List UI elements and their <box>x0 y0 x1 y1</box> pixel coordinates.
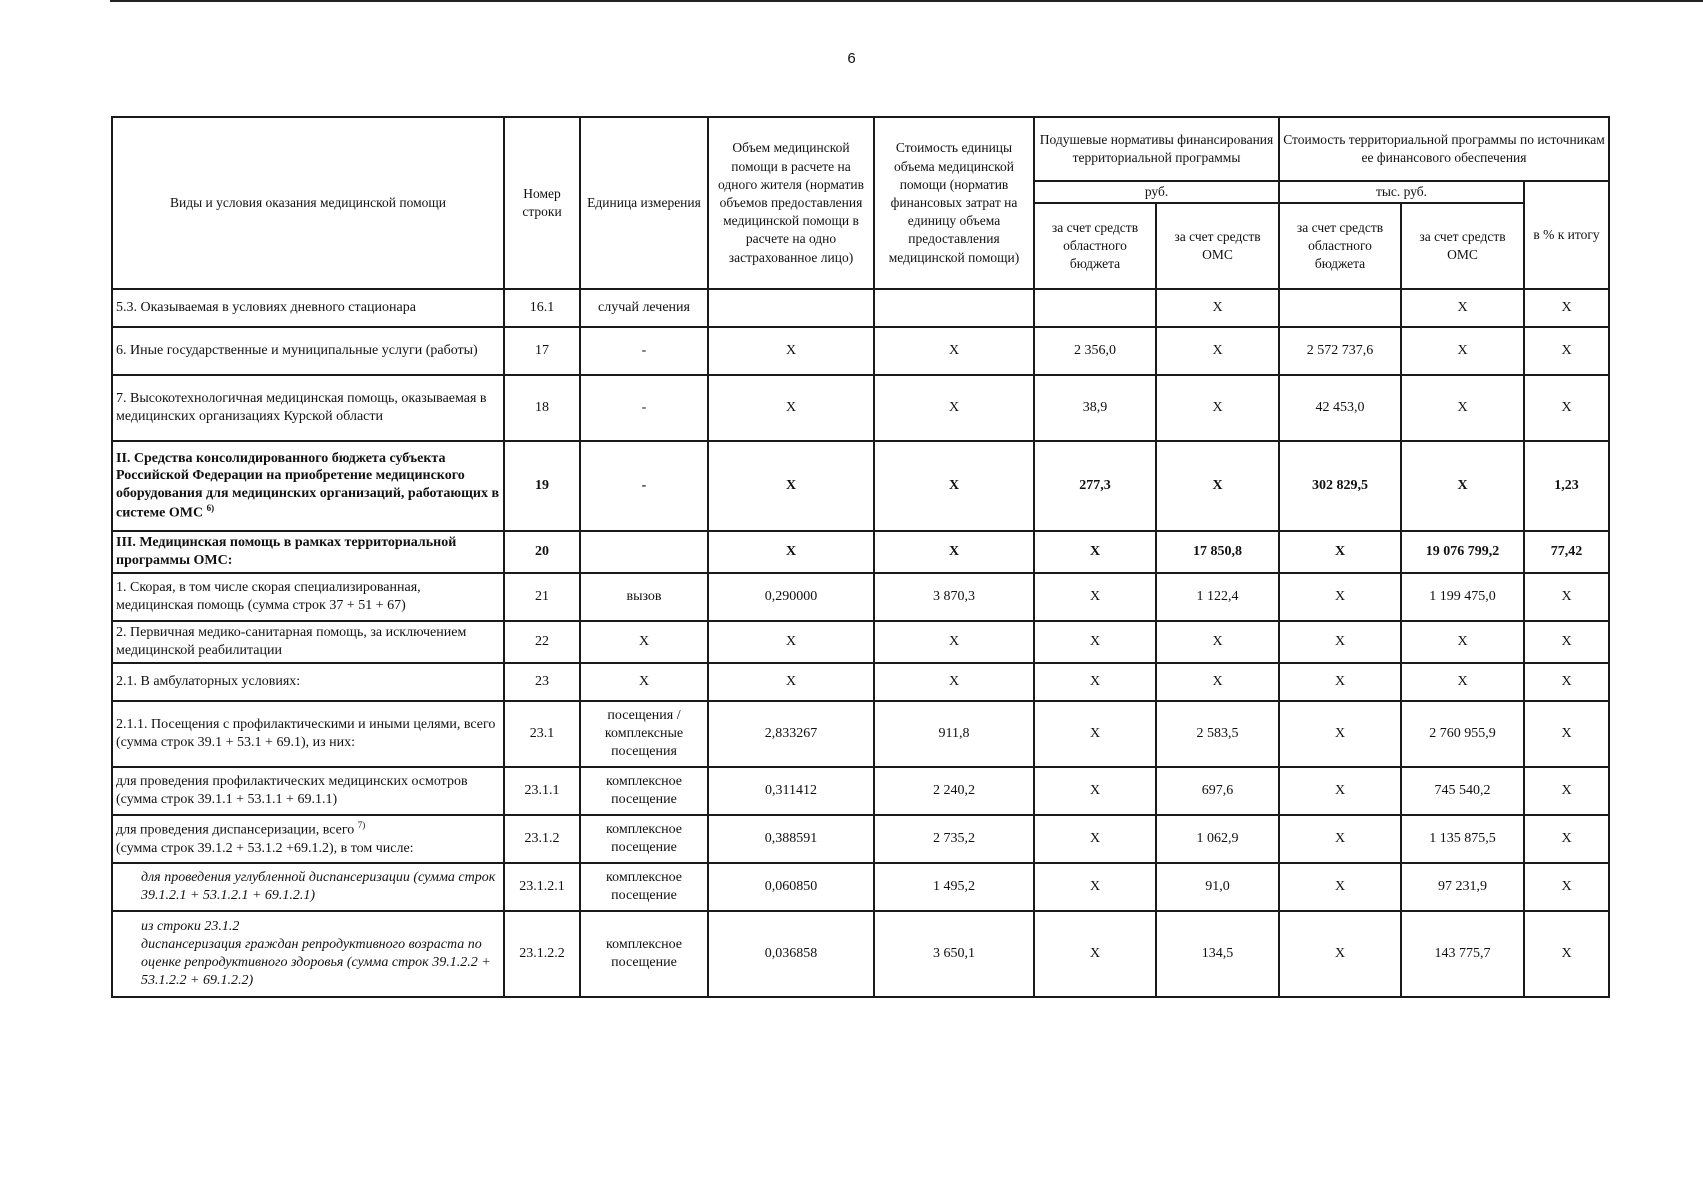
cell-unit <box>580 531 708 573</box>
cell-unit: комплексное посещение <box>580 863 708 911</box>
header-row-1 <box>112 117 1609 181</box>
cell-tc-budget: X <box>1279 767 1401 815</box>
header-per-capita: Подушевые нормативы финансирования территориальной программы <box>1034 117 1279 181</box>
cell-unit: вызов <box>580 573 708 621</box>
table-row <box>112 863 1609 911</box>
header-unit: Единица измерения <box>580 117 708 289</box>
cell-tc-budget: X <box>1279 911 1401 997</box>
cell-pc-budget: X <box>1034 701 1156 767</box>
cell-pc-budget: X <box>1034 621 1156 663</box>
cell-cost: 1 495,2 <box>874 863 1034 911</box>
cell-pc-oms: 1 062,9 <box>1156 815 1279 863</box>
row-name-text: 5.3. Оказываемая в условиях дневного стационара <box>116 300 416 316</box>
cell-volume: X <box>708 327 874 375</box>
cell-cost <box>874 289 1034 327</box>
cell-unit: - <box>580 441 708 531</box>
cell-tc-oms: 19 076 799,2 <box>1401 531 1524 573</box>
cell-cost: 3 870,3 <box>874 573 1034 621</box>
row-name-text: для проведения профилактических медицинских осмотров (сумма строк 39.1.1 + 53.1.1 + 69.1.1) <box>116 774 468 808</box>
header-pc-oms: за счет средств ОМС <box>1156 203 1279 289</box>
cell-name <box>112 289 504 327</box>
cell-pc-budget: X <box>1034 531 1156 573</box>
cell-pc-budget: X <box>1034 911 1156 997</box>
footnote-marker: 6) <box>206 503 215 514</box>
row-name-text: 1. Скорая, в том числе скорая специализированная, медицинская помощь (сумма строк 37 + 51 + 67) <box>116 580 421 614</box>
header-unit-thousand-rub: тыс. руб. <box>1279 181 1524 203</box>
cell-volume: 2,833267 <box>708 701 874 767</box>
cell-name <box>112 441 504 531</box>
cell-pc-oms: 1 122,4 <box>1156 573 1279 621</box>
cell-tc-oms: X <box>1401 441 1524 531</box>
cell-pc-oms: X <box>1156 289 1279 327</box>
cell-tc-budget: 42 453,0 <box>1279 375 1401 441</box>
cell-num: 19 <box>504 441 580 531</box>
cell-percent: X <box>1524 621 1609 663</box>
cell-unit: случай лечения <box>580 289 708 327</box>
cell-unit: комплексное посещение <box>580 767 708 815</box>
cell-percent: X <box>1524 767 1609 815</box>
row-name-text: для проведения углубленной диспансеризации (сумма строк 39.1.2.1 + 53.1.2.1 + 69.1.2.1) <box>141 870 496 904</box>
header-tc-oms: за счет средств ОМС <box>1401 203 1524 289</box>
cell-name <box>112 375 504 441</box>
cell-num: 21 <box>504 573 580 621</box>
cell-pc-oms: X <box>1156 441 1279 531</box>
cell-volume: X <box>708 621 874 663</box>
cell-cost: X <box>874 621 1034 663</box>
header-pc-budget: за счет средств областного бюджета <box>1034 203 1156 289</box>
cell-name <box>112 701 504 767</box>
cell-percent: X <box>1524 375 1609 441</box>
cell-pc-budget: 38,9 <box>1034 375 1156 441</box>
row-name-text: 2.1.1. Посещения с профилактическими и иными целями, всего (сумма строк 39.1 + 53.1 + 69.1), из них: <box>116 717 496 751</box>
row-name-text: III. Медицинская помощь в рамках территориальной программы ОМС: <box>116 535 457 569</box>
cell-tc-oms: 1 135 875,5 <box>1401 815 1524 863</box>
header-unit-cost: Стоимость единицы объема медицинской помощи (норматив финансовых затрат на единицу объема предоставления медицинской помощи) <box>874 117 1034 289</box>
cell-tc-budget <box>1279 289 1401 327</box>
cell-tc-oms: 97 231,9 <box>1401 863 1524 911</box>
table-row <box>112 911 1609 997</box>
cell-volume: 0,060850 <box>708 863 874 911</box>
cell-unit: комплексное посещение <box>580 815 708 863</box>
top-border-line <box>110 0 1703 2</box>
cell-percent: X <box>1524 573 1609 621</box>
table-row <box>112 767 1609 815</box>
cell-num: 16.1 <box>504 289 580 327</box>
row-name-continuation: диспансеризация граждан репродуктивного возраста по оценке репродуктивного здоровья (сумма строк 39.1.2.2 + 53.1.2.2 + 69.1.2.2) <box>141 937 491 989</box>
row-name-text: II. Средства консолидированного бюджета субъекта Российской Федерации на приобретение медицинского оборудования для медицинских организаций, работающих в системе ОМС <box>116 450 500 521</box>
cell-name <box>112 911 504 997</box>
cell-tc-oms: X <box>1401 663 1524 701</box>
table-row <box>112 327 1609 375</box>
cell-num: 23.1 <box>504 701 580 767</box>
cell-tc-budget: X <box>1279 701 1401 767</box>
cell-pc-oms: X <box>1156 663 1279 701</box>
cell-percent: X <box>1524 863 1609 911</box>
page-number: 6 <box>847 50 856 67</box>
cell-name <box>112 327 504 375</box>
table-row <box>112 531 1609 573</box>
cell-percent: X <box>1524 663 1609 701</box>
header-row-number: Номер строки <box>504 117 580 289</box>
cell-cost: 2 735,2 <box>874 815 1034 863</box>
cell-cost: 3 650,1 <box>874 911 1034 997</box>
cell-num: 22 <box>504 621 580 663</box>
cell-volume: 0,036858 <box>708 911 874 997</box>
cell-tc-oms: X <box>1401 375 1524 441</box>
cell-pc-budget: X <box>1034 663 1156 701</box>
cell-pc-oms: X <box>1156 621 1279 663</box>
row-name-text: 2.1. В амбулаторных условиях: <box>116 674 301 690</box>
cell-tc-oms: 1 199 475,0 <box>1401 573 1524 621</box>
cell-unit: - <box>580 375 708 441</box>
cell-volume <box>708 289 874 327</box>
cell-tc-budget: X <box>1279 531 1401 573</box>
cell-name <box>112 815 504 863</box>
cell-pc-oms: X <box>1156 375 1279 441</box>
header-name: Виды и условия оказания медицинской помощи <box>112 117 504 289</box>
cell-tc-oms: 143 775,7 <box>1401 911 1524 997</box>
cell-cost: X <box>874 327 1034 375</box>
cell-pc-oms: 91,0 <box>1156 863 1279 911</box>
cell-pc-oms: 134,5 <box>1156 911 1279 997</box>
cell-cost: 911,8 <box>874 701 1034 767</box>
row-name-text: 6. Иные государственные и муниципальные услуги (работы) <box>116 343 478 359</box>
table-row <box>112 621 1609 663</box>
cell-tc-budget: X <box>1279 621 1401 663</box>
row-name-text: 7. Высокотехнологичная медицинская помощь, оказываемая в медицинских организациях Курской области <box>116 391 487 425</box>
table-row <box>112 441 1609 531</box>
cell-name <box>112 573 504 621</box>
cell-unit: - <box>580 327 708 375</box>
cell-num: 23.1.2.2 <box>504 911 580 997</box>
table-row <box>112 289 1609 327</box>
cell-tc-budget: X <box>1279 815 1401 863</box>
financing-table <box>111 116 1610 998</box>
cell-volume: X <box>708 531 874 573</box>
cell-tc-budget: X <box>1279 663 1401 701</box>
cell-num: 17 <box>504 327 580 375</box>
row-name-text: из строки 23.1.2 <box>141 919 240 935</box>
table-body <box>112 289 1609 997</box>
cell-tc-budget: X <box>1279 863 1401 911</box>
table-row <box>112 375 1609 441</box>
header-program-cost: Стоимость территориальной программы по источникам ее финансового обеспечения <box>1279 117 1609 181</box>
cell-name <box>112 767 504 815</box>
cell-percent: X <box>1524 327 1609 375</box>
cell-pc-budget <box>1034 289 1156 327</box>
cell-volume: X <box>708 375 874 441</box>
cell-cost: X <box>874 375 1034 441</box>
cell-pc-budget: X <box>1034 863 1156 911</box>
cell-tc-budget: X <box>1279 573 1401 621</box>
cell-cost: X <box>874 441 1034 531</box>
cell-cost: X <box>874 663 1034 701</box>
cell-tc-oms: X <box>1401 289 1524 327</box>
cell-name <box>112 863 504 911</box>
cell-num: 23.1.1 <box>504 767 580 815</box>
cell-tc-oms: X <box>1401 621 1524 663</box>
footnote-marker: 7) <box>357 820 366 831</box>
cell-percent: X <box>1524 701 1609 767</box>
table-row <box>112 815 1609 863</box>
cell-tc-oms: X <box>1401 327 1524 375</box>
cell-percent: X <box>1524 911 1609 997</box>
cell-name <box>112 621 504 663</box>
row-name-continuation: (сумма строк 39.1.2 + 53.1.2 +69.1.2), в том числе: <box>116 841 414 857</box>
table-row <box>112 701 1609 767</box>
cell-volume: 0,311412 <box>708 767 874 815</box>
cell-tc-oms: 2 760 955,9 <box>1401 701 1524 767</box>
cell-unit: X <box>580 621 708 663</box>
header-unit-rub: руб. <box>1034 181 1279 203</box>
table-row <box>112 663 1609 701</box>
cell-pc-budget: X <box>1034 573 1156 621</box>
cell-cost: X <box>874 531 1034 573</box>
cell-unit: комплексное посещение <box>580 911 708 997</box>
cell-pc-oms: X <box>1156 327 1279 375</box>
cell-pc-oms: 697,6 <box>1156 767 1279 815</box>
cell-percent: 1,23 <box>1524 441 1609 531</box>
cell-pc-oms: 2 583,5 <box>1156 701 1279 767</box>
cell-volume: X <box>708 441 874 531</box>
cell-num: 23.1.2.1 <box>504 863 580 911</box>
cell-num: 18 <box>504 375 580 441</box>
cell-volume: 0,290000 <box>708 573 874 621</box>
cell-unit: X <box>580 663 708 701</box>
cell-pc-budget: 2 356,0 <box>1034 327 1156 375</box>
cell-percent: X <box>1524 815 1609 863</box>
cell-num: 20 <box>504 531 580 573</box>
cell-name <box>112 531 504 573</box>
cell-num: 23 <box>504 663 580 701</box>
row-name-text: для проведения диспансеризации, всего <box>116 823 355 839</box>
cell-tc-oms: 745 540,2 <box>1401 767 1524 815</box>
cell-percent: X <box>1524 289 1609 327</box>
cell-pc-oms: 17 850,8 <box>1156 531 1279 573</box>
cell-percent: 77,42 <box>1524 531 1609 573</box>
cell-pc-budget: X <box>1034 815 1156 863</box>
row-name-text: 2. Первичная медико-санитарная помощь, за исключением медицинской реабилитации <box>116 625 467 659</box>
cell-pc-budget: X <box>1034 767 1156 815</box>
table-row <box>112 573 1609 621</box>
header-percent: в % к итогу <box>1524 181 1609 289</box>
cell-volume: 0,388591 <box>708 815 874 863</box>
cell-tc-budget: 302 829,5 <box>1279 441 1401 531</box>
cell-pc-budget: 277,3 <box>1034 441 1156 531</box>
cell-tc-budget: 2 572 737,6 <box>1279 327 1401 375</box>
header-tc-budget: за счет средств областного бюджета <box>1279 203 1401 289</box>
cell-unit: посещения / комплексные посещения <box>580 701 708 767</box>
cell-name <box>112 663 504 701</box>
cell-volume: X <box>708 663 874 701</box>
cell-cost: 2 240,2 <box>874 767 1034 815</box>
header-volume: Объем медицинской помощи в расчете на одного жителя (норматив объемов предоставления медицинской помощи в расчете на одно застрахованное лицо) <box>708 117 874 289</box>
cell-num: 23.1.2 <box>504 815 580 863</box>
